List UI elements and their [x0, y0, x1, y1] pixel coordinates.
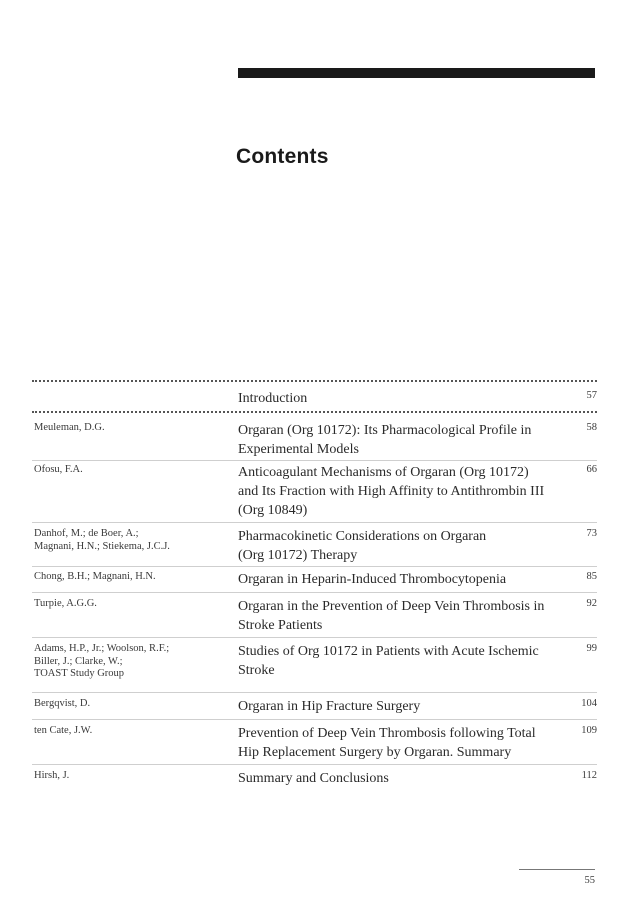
intro-page: 57 [586, 390, 597, 401]
entry-page: 85 [586, 571, 597, 582]
entry-separator [32, 592, 597, 593]
entry-title: Anticoagulant Mechanisms of Orgaran (Org 10172) and Its Fraction with High Affinity to Antithrombin III (Org 10849) [238, 465, 545, 518]
entry-authors: Meuleman, D.G. [34, 422, 105, 433]
entry-authors: Danhof, M.; de Boer, A.; Magnani, H.N.; Stiekema, J.C.J. [34, 528, 170, 552]
entry-title: Pharmacokinetic Considerations on Orgaran (Org 10172) Therapy [238, 529, 487, 563]
entry-authors: Turpie, A.G.G. [34, 598, 97, 609]
entry-authors: Chong, B.H.; Magnani, H.N. [34, 571, 156, 582]
entry-title: Orgaran in Heparin-Induced Thrombocytopenia [238, 572, 507, 587]
entry-title: Orgaran in Hip Fracture Surgery [238, 699, 421, 714]
entry-separator [32, 764, 597, 765]
footer-rule [519, 869, 595, 870]
entry-page: 58 [586, 422, 597, 433]
intro-title: Introduction [238, 391, 308, 406]
entry-separator [32, 637, 597, 638]
entry-page: 109 [581, 725, 597, 736]
entry-page: 112 [581, 770, 597, 781]
entry-title: Studies of Org 10172 in Patients with Acute Ischemic Stroke [238, 644, 539, 678]
entry-title: Prevention of Deep Vein Thrombosis following Total Hip Replacement Surgery by Orgaran. Summary [238, 726, 536, 760]
dotted-rule-bottom [32, 411, 597, 413]
entry-authors: Ofosu, F.A. [34, 464, 83, 475]
entry-page: 73 [586, 528, 597, 539]
entry-authors: ten Cate, J.W. [34, 725, 93, 736]
entry-authors: Adams, H.P., Jr.; Woolson, R.F.; Biller, J.; Clarke, W.; TOAST Study Group [34, 643, 170, 679]
entry-authors: Hirsh, J. [34, 770, 70, 781]
entry-page: 104 [581, 698, 597, 709]
header-rule [238, 68, 595, 78]
entry-separator [32, 460, 597, 461]
entry-authors: Bergqvist, D. [34, 698, 91, 709]
page-number: 55 [584, 875, 595, 886]
entry-separator [32, 719, 597, 720]
entry-title: Orgaran in the Prevention of Deep Vein Thrombosis in Stroke Patients [238, 599, 545, 633]
page-title: Contents [236, 145, 329, 168]
entry-page: 66 [586, 464, 597, 475]
entry-separator [32, 522, 597, 523]
entry-title: Orgaran (Org 10172): Its Pharmacological Profile in Experimental Models [238, 423, 532, 457]
dotted-rule-top [32, 380, 597, 382]
entry-page: 99 [586, 643, 597, 654]
entry-separator [32, 566, 597, 567]
entry-title: Summary and Conclusions [238, 771, 389, 786]
entry-separator [32, 692, 597, 693]
entry-page: 92 [586, 598, 597, 609]
